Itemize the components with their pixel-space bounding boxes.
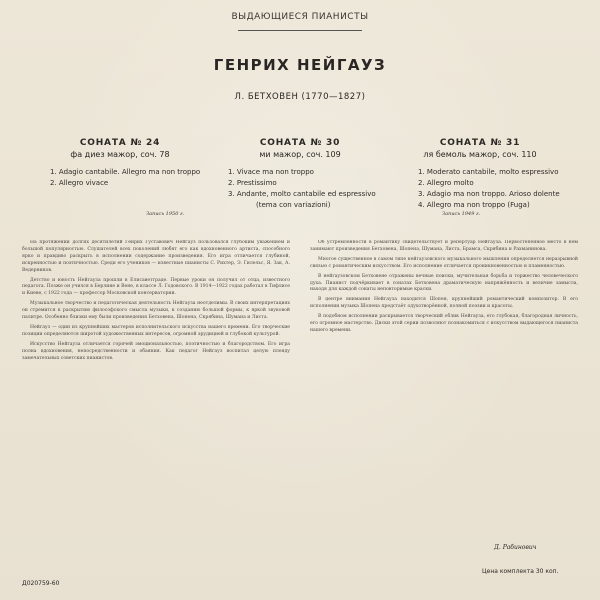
paragraph: В подобном исполнении раскрывается творческий облик Нейгауза, его глубокая, благородная личность, его огромное мастерство. Диски этой серии позволяют познакомиться с искусством выдающегося пианиста нашего времени. <box>310 314 578 333</box>
author-signature: Д. Рабинович <box>494 544 537 551</box>
paragraph: Об устремленности в романтику свидетельствует и репертуар Нейгауза. Первостепенное место в нём занимают произведения Бетховена, Шопена, Шумана, Листа, Брамса, Скрябина и Рахманинова. <box>310 240 578 252</box>
sonata-title: СОНАТА № 31 <box>439 138 521 148</box>
price-label: Цена комплекта 30 коп. <box>482 568 559 575</box>
movement: 1. Moderato cantabile, molto espressivo <box>418 168 559 176</box>
series-title: ВЫДАЮЩИЕСЯ ПИАНИСТЫ <box>231 12 369 22</box>
paragraph: Многое существенное в самом типе нейгаузовского музыкального мышления определяется неразрывной связью с романтическим искусством. Его исполнение отличается проникновенностью и пламенностью. <box>310 256 578 269</box>
movement: 2. Allegro molto <box>418 179 474 187</box>
paragraph: Музыкальное творчество и педагогическая деятельность Нейгауза неотделимы. В своих интерпретациях он стремится к раскрытию философского смысла музыки, к созданию большой формы, к яркой звуковой палитре. Особенно близки ему были произведения Бетховена, Шопена, Скрябина, Шумана и Листа. <box>22 301 290 321</box>
composer-line: Л. БЕТХОВЕН (1770—1827) <box>234 92 366 102</box>
movement: 3. Andante, molto cantabile ed espressivo <box>228 190 376 198</box>
movement: (tema con variazioni) <box>256 201 331 209</box>
sonata-24-movements <box>50 167 200 189</box>
sonata-24-header <box>30 138 210 159</box>
sonata-30-header <box>210 138 390 159</box>
paragraph: Нейгауз — один из крупнейших мастеров исполнительского искусства нашего времени. Его творческие позиции определяются широтой художественных интересов, огромной эрудицией и глубокой культурой. <box>22 324 290 337</box>
paragraph: На протяжении долгих десятилетий Генрих Густавович Нейгауз пользовался глубоким уважением и большой популярностью. Слушателей всех поколений любят его как вдохновенного артиста, способного ярко и правдиво раскрыть в исполнении содержание произведения. Его игра отличается глубиной, искренностью и поэтичностью. Среди его учеников — известные пианисты С. Рихтер, Э. Гилельс, Я. Зак, А. Ведерников. <box>22 240 290 273</box>
recording-year-31: Запись 1949 г. <box>442 211 481 217</box>
series-rule <box>238 30 362 31</box>
recording-year-24: Запись 1950 г. <box>146 211 185 217</box>
movement: 2. Prestissimo <box>228 179 277 187</box>
paragraph: В центре внимания Нейгауза находится Шопен, крупнейший романтический композитор. В его исполнении музыка Шопена предстаёт одухотворённой, полной поэзии и красоты. <box>310 297 578 310</box>
movement: 1. Vivace ma non troppo <box>228 168 314 176</box>
liner-notes-left <box>22 240 290 550</box>
sonata-30-movements <box>228 167 376 211</box>
sonata-key: ми мажор, соч. 109 <box>259 150 341 159</box>
sonata-31-header <box>390 138 570 159</box>
paragraph: Детство и юность Нейгауза прошли в Елисаветграде. Первые уроки он получил от отца, известного педагога. Позже он учился в Берлине и Вене, в классе Л. Годовского. В 1914—1922 годах работал в Тифлисе и Киеве, с 1922 года — профессор Московской консерватории. <box>22 277 290 297</box>
paragraph: В нейгаузовском Бетховене отражены вечные поиски, мучительная борьба и торжество человеческого духа. Пианист подчёркивает в сонатах Бетховена драматическую напряжённость и величие замысла, находя для каждой сонаты неповторимые краски. <box>310 273 578 293</box>
paragraph: Искусство Нейгауза отличается горячей эмоциональностью, поэтичностью и благородством. Его игра полна вдохновения, непосредственности и обаяния. Как педагог Нейгауз воспитал целую плеяду замечательных советских пианистов. <box>22 341 290 361</box>
liner-notes-right <box>310 240 578 540</box>
sonata-key: фа диез мажор, соч. 78 <box>70 150 170 159</box>
sonata-31-movements <box>418 167 560 211</box>
movement: 1. Adagio cantabile. Allegro ma non troppo <box>50 168 201 176</box>
movement: 4. Allegro ma non troppo (Fuga) <box>418 201 530 209</box>
movement: 3. Adagio ma non troppo. Arioso dolente <box>418 190 560 198</box>
catalog-number: Д020759-60 <box>22 580 60 587</box>
movement: 2. Allegro vivace <box>50 179 109 187</box>
sonata-key: ля бемоль мажор, соч. 110 <box>423 150 537 159</box>
sonata-title: СОНАТА № 24 <box>79 138 161 148</box>
sonata-title: СОНАТА № 30 <box>259 138 341 148</box>
artist-name: ГЕНРИХ НЕЙГАУЗ <box>213 56 387 74</box>
